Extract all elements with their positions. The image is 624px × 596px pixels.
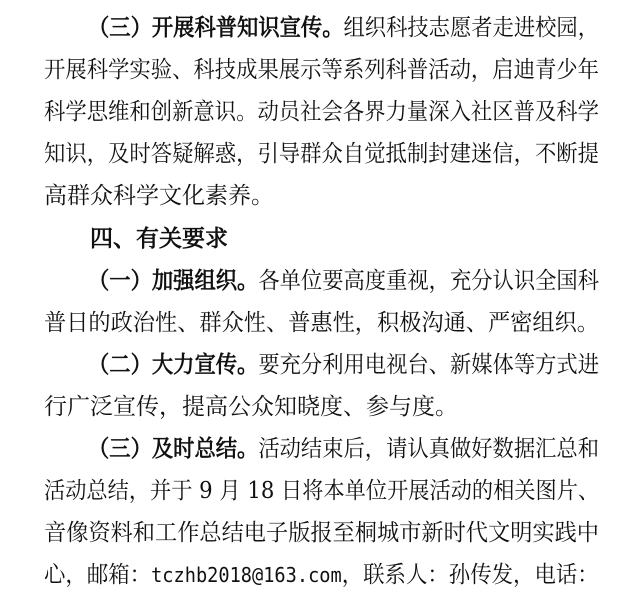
paragraph-line: 普日的政治性、群众性、普惠性，积极沟通、严密组织。 (44, 310, 599, 336)
paragraph-line: 科学思维和创新意识。动员社会各界力量深入社区普及科学 (44, 99, 600, 125)
paragraph-text: 活动结束后，请认真做好数据汇总和 (258, 436, 599, 462)
paragraph-text: 心，邮箱： (44, 562, 152, 588)
paragraph-text: 各单位要高度重视，充分认识全国科 (258, 268, 599, 294)
email-link[interactable]: tczhb2018@163.com (151, 563, 342, 587)
section-heading: 四、有关要求 (90, 226, 228, 252)
paragraph-line (88, 7, 599, 49)
paragraph-text: ，联系人：孙传发，电话： (341, 562, 599, 588)
paragraph-line: 活动总结，并于 9 月 18 日将本单位开展活动的相关图片、 (44, 478, 600, 504)
paragraph-line (44, 554, 599, 596)
paragraph-line: 行广泛宣传，提高公众知晓度、参与度。 (44, 394, 458, 420)
paragraph-line (88, 344, 599, 386)
paragraph-text: 要充分利用电视台、新媒体等方式进 (258, 352, 599, 378)
paragraph-line: 开展科学实验、科技成果展示等系列科普活动，启迪青少年 (44, 57, 600, 83)
paragraph-line: 知识，及时答疑解惑，引导群众自觉抵制封建迷信，不断提 (44, 141, 600, 167)
paragraph-heading: （三）开展科普知识宣传。 (88, 15, 344, 41)
paragraph-line (88, 260, 599, 302)
paragraph-text: 组织科技志愿者走进校园， (343, 15, 599, 41)
paragraph-line: 高群众科学文化素养。 (44, 183, 274, 209)
paragraph-heading: （一）加强组织。 (88, 268, 259, 294)
paragraph-heading: （二）大力宣传。 (88, 352, 259, 378)
paragraph-line: 音像资料和工作总结电子版报至桐城市新时代文明实践中 (44, 520, 599, 546)
paragraph-heading: （三）及时总结。 (88, 436, 259, 462)
paragraph-line (88, 428, 599, 470)
